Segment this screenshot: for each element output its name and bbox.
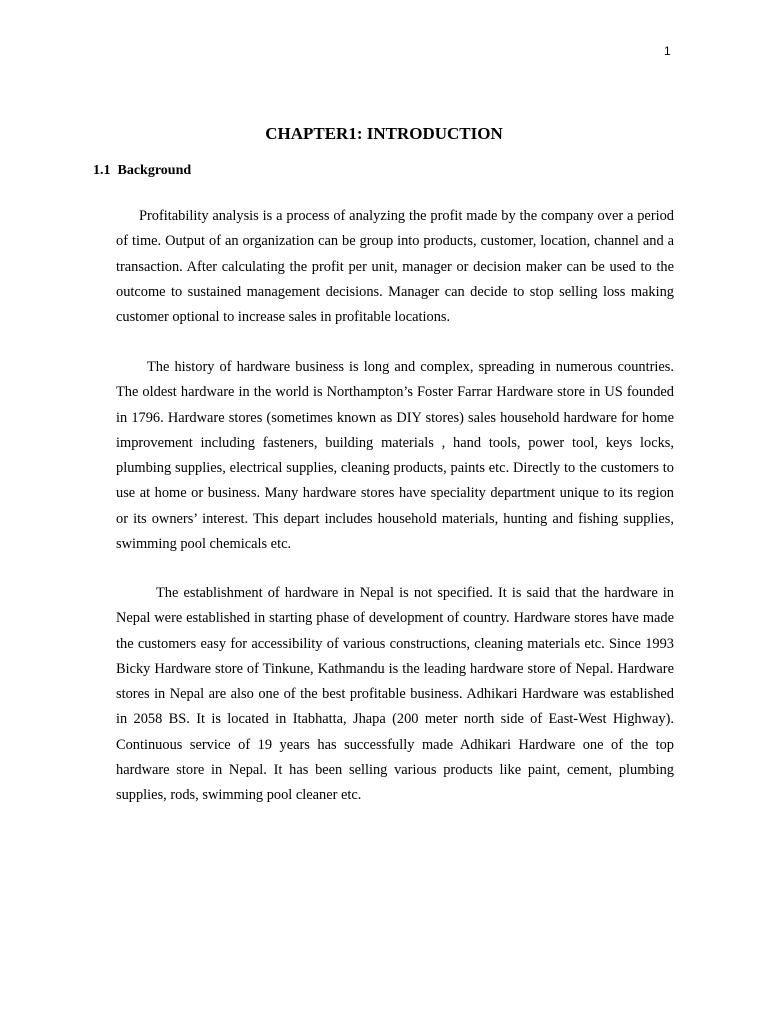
- section-heading: 1.1 Background: [93, 163, 192, 178]
- chapter-title: CHAPTER1: INTRODUCTION: [265, 124, 503, 143]
- paragraph-profitability: Profitability analysis is a process of analyzing the profit made by the company over a period of time. Output of an organization can be group into products, customer, location, channel and a transaction. After calculating the profit per unit, manager or decision maker can be used to the outcome to sustained management decisions. Manager can decide to stop selling loss making customer optional to increase sales in profitable locations.: [116, 208, 674, 326]
- page-number: 1: [664, 44, 671, 58]
- paragraph-nepal: The establishment of hardware in Nepal is not specified. It is said that the hardware in Nepal were established in starting phase of development of country. Hardware stores have made the customers easy for accessibility of various constructions, cleaning materials etc. Since 1993 Bicky Hardware store of Tinkune, Kathmandu is the leading hardware store of Nepal. Hardware stores in Nepal are also one of the best profitable business. Adhikari Hardware was established in 2058 BS. It is located in Itabhatta, Jhapa (200 meter north side of East-West Highway). Continuous service of 19 years has successfully made Adhikari Hardware one of the top hardware store in Nepal. It has been selling various products like paint, cement, plumbing supplies, rods, swimming pool cleaner etc.: [116, 585, 674, 804]
- paragraph-history: The history of hardware business is long and complex, spreading in numerous countries. The oldest hardware in the world is Northampton’s Foster Farrar Hardware store in US founded in 1796. Hardware stores (sometimes known as DIY stores) sales household hardware for home improvement including fasteners, building materials , hand tools, power tool, keys locks, plumbing supplies, electrical supplies, cleaning products, paints etc. Directly to the customers to use at home or business. Many hardware stores have speciality department unique to its region or its owners’ interest. This depart includes household materials, hunting and fishing supplies, swimming pool chemicals etc.: [116, 359, 674, 553]
